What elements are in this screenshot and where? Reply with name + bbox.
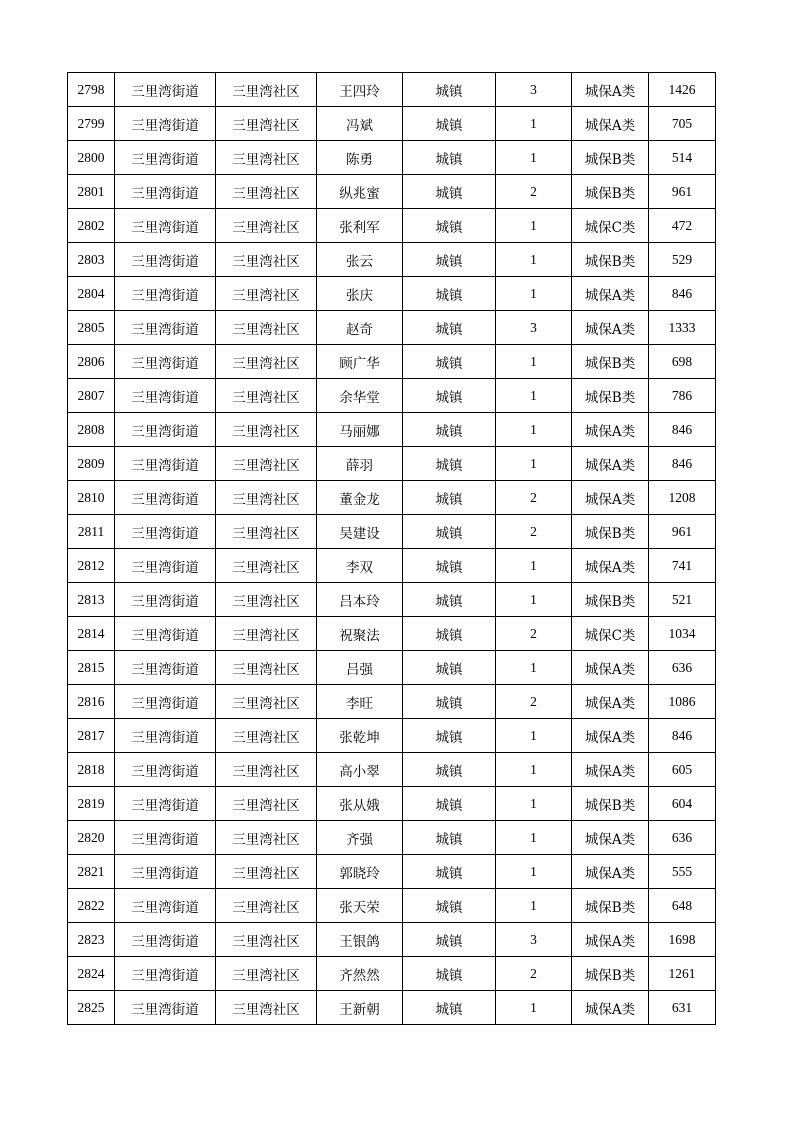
- cell-household-size: 1: [496, 277, 572, 311]
- cell-community: 三里湾社区: [216, 685, 317, 719]
- cell-household-size: 1: [496, 855, 572, 889]
- cell-community: 三里湾社区: [216, 719, 317, 753]
- cell-street: 三里湾街道: [115, 719, 216, 753]
- cell-amount: 648: [649, 889, 716, 923]
- table-row: [68, 957, 716, 991]
- cell-category: 城保B类: [572, 957, 649, 991]
- cell-area-type: 城镇: [403, 583, 496, 617]
- cell-street: 三里湾街道: [115, 379, 216, 413]
- cell-amount: 741: [649, 549, 716, 583]
- table-row: [68, 617, 716, 651]
- cell-name: 张云: [317, 243, 403, 277]
- cell-area-type: 城镇: [403, 243, 496, 277]
- cell-serial-number: 2818: [68, 753, 115, 787]
- cell-street: 三里湾街道: [115, 821, 216, 855]
- cell-name: 薛羽: [317, 447, 403, 481]
- cell-street: 三里湾街道: [115, 923, 216, 957]
- cell-serial-number: 2822: [68, 889, 115, 923]
- cell-name: 纵兆蜜: [317, 175, 403, 209]
- cell-street: 三里湾街道: [115, 209, 216, 243]
- table-row: [68, 855, 716, 889]
- cell-street: 三里湾街道: [115, 753, 216, 787]
- cell-community: 三里湾社区: [216, 277, 317, 311]
- cell-community: 三里湾社区: [216, 617, 317, 651]
- cell-community: 三里湾社区: [216, 209, 317, 243]
- cell-area-type: 城镇: [403, 345, 496, 379]
- cell-name: 顾广华: [317, 345, 403, 379]
- cell-amount: 1086: [649, 685, 716, 719]
- cell-community: 三里湾社区: [216, 787, 317, 821]
- cell-area-type: 城镇: [403, 311, 496, 345]
- cell-community: 三里湾社区: [216, 481, 317, 515]
- cell-street: 三里湾街道: [115, 787, 216, 821]
- cell-community: 三里湾社区: [216, 175, 317, 209]
- cell-area-type: 城镇: [403, 447, 496, 481]
- cell-area-type: 城镇: [403, 821, 496, 855]
- cell-household-size: 1: [496, 209, 572, 243]
- cell-community: 三里湾社区: [216, 379, 317, 413]
- cell-community: 三里湾社区: [216, 583, 317, 617]
- cell-area-type: 城镇: [403, 481, 496, 515]
- cell-category: 城保B类: [572, 515, 649, 549]
- cell-community: 三里湾社区: [216, 957, 317, 991]
- cell-street: 三里湾街道: [115, 855, 216, 889]
- cell-household-size: 2: [496, 685, 572, 719]
- cell-household-size: 1: [496, 889, 572, 923]
- cell-amount: 846: [649, 413, 716, 447]
- cell-name: 张庆: [317, 277, 403, 311]
- cell-community: 三里湾社区: [216, 311, 317, 345]
- cell-community: 三里湾社区: [216, 73, 317, 107]
- table-row: [68, 379, 716, 413]
- cell-category: 城保A类: [572, 107, 649, 141]
- cell-street: 三里湾街道: [115, 685, 216, 719]
- table-row: [68, 719, 716, 753]
- table-row: [68, 413, 716, 447]
- cell-serial-number: 2799: [68, 107, 115, 141]
- cell-name: 冯斌: [317, 107, 403, 141]
- cell-household-size: 1: [496, 141, 572, 175]
- cell-serial-number: 2811: [68, 515, 115, 549]
- cell-area-type: 城镇: [403, 889, 496, 923]
- cell-category: 城保A类: [572, 753, 649, 787]
- table-row: [68, 107, 716, 141]
- cell-area-type: 城镇: [403, 991, 496, 1025]
- cell-community: 三里湾社区: [216, 413, 317, 447]
- cell-name: 张利军: [317, 209, 403, 243]
- cell-household-size: 1: [496, 243, 572, 277]
- cell-serial-number: 2825: [68, 991, 115, 1025]
- cell-street: 三里湾街道: [115, 141, 216, 175]
- cell-amount: 786: [649, 379, 716, 413]
- cell-amount: 555: [649, 855, 716, 889]
- cell-serial-number: 2806: [68, 345, 115, 379]
- cell-area-type: 城镇: [403, 141, 496, 175]
- cell-category: 城保C类: [572, 617, 649, 651]
- cell-category: 城保B类: [572, 379, 649, 413]
- cell-household-size: 1: [496, 345, 572, 379]
- cell-street: 三里湾街道: [115, 447, 216, 481]
- cell-amount: 1034: [649, 617, 716, 651]
- cell-area-type: 城镇: [403, 379, 496, 413]
- cell-street: 三里湾街道: [115, 277, 216, 311]
- cell-community: 三里湾社区: [216, 753, 317, 787]
- table-row: [68, 821, 716, 855]
- cell-household-size: 1: [496, 583, 572, 617]
- cell-serial-number: 2813: [68, 583, 115, 617]
- cell-amount: 604: [649, 787, 716, 821]
- cell-area-type: 城镇: [403, 787, 496, 821]
- cell-household-size: 2: [496, 481, 572, 515]
- cell-household-size: 2: [496, 617, 572, 651]
- cell-community: 三里湾社区: [216, 141, 317, 175]
- cell-household-size: 1: [496, 549, 572, 583]
- cell-serial-number: 2823: [68, 923, 115, 957]
- cell-street: 三里湾街道: [115, 583, 216, 617]
- cell-amount: 1208: [649, 481, 716, 515]
- cell-household-size: 1: [496, 379, 572, 413]
- cell-area-type: 城镇: [403, 209, 496, 243]
- cell-area-type: 城镇: [403, 617, 496, 651]
- cell-amount: 631: [649, 991, 716, 1025]
- table-body: [68, 73, 716, 1025]
- cell-serial-number: 2812: [68, 549, 115, 583]
- cell-household-size: 2: [496, 957, 572, 991]
- cell-street: 三里湾街道: [115, 991, 216, 1025]
- cell-category: 城保B类: [572, 889, 649, 923]
- cell-community: 三里湾社区: [216, 107, 317, 141]
- cell-name: 吕本玲: [317, 583, 403, 617]
- cell-name: 董金龙: [317, 481, 403, 515]
- cell-category: 城保B类: [572, 141, 649, 175]
- cell-street: 三里湾街道: [115, 651, 216, 685]
- cell-serial-number: 2819: [68, 787, 115, 821]
- cell-amount: 1426: [649, 73, 716, 107]
- cell-area-type: 城镇: [403, 651, 496, 685]
- table-row: [68, 73, 716, 107]
- cell-street: 三里湾街道: [115, 413, 216, 447]
- cell-amount: 521: [649, 583, 716, 617]
- cell-serial-number: 2824: [68, 957, 115, 991]
- cell-street: 三里湾街道: [115, 481, 216, 515]
- table-row: [68, 345, 716, 379]
- cell-community: 三里湾社区: [216, 243, 317, 277]
- cell-category: 城保B类: [572, 583, 649, 617]
- cell-amount: 636: [649, 821, 716, 855]
- cell-category: 城保A类: [572, 311, 649, 345]
- table-row: [68, 583, 716, 617]
- cell-serial-number: 2815: [68, 651, 115, 685]
- cell-category: 城保A类: [572, 923, 649, 957]
- cell-amount: 1261: [649, 957, 716, 991]
- cell-area-type: 城镇: [403, 719, 496, 753]
- cell-household-size: 2: [496, 515, 572, 549]
- cell-category: 城保A类: [572, 447, 649, 481]
- cell-area-type: 城镇: [403, 175, 496, 209]
- cell-household-size: 1: [496, 991, 572, 1025]
- cell-household-size: 1: [496, 447, 572, 481]
- cell-amount: 705: [649, 107, 716, 141]
- cell-household-size: 3: [496, 311, 572, 345]
- cell-area-type: 城镇: [403, 277, 496, 311]
- cell-street: 三里湾街道: [115, 175, 216, 209]
- cell-household-size: 1: [496, 753, 572, 787]
- cell-amount: 529: [649, 243, 716, 277]
- cell-name: 王四玲: [317, 73, 403, 107]
- cell-area-type: 城镇: [403, 413, 496, 447]
- cell-area-type: 城镇: [403, 855, 496, 889]
- cell-street: 三里湾街道: [115, 889, 216, 923]
- cell-serial-number: 2802: [68, 209, 115, 243]
- cell-community: 三里湾社区: [216, 345, 317, 379]
- cell-category: 城保A类: [572, 855, 649, 889]
- cell-category: 城保A类: [572, 549, 649, 583]
- cell-serial-number: 2821: [68, 855, 115, 889]
- table-row: [68, 889, 716, 923]
- cell-area-type: 城镇: [403, 73, 496, 107]
- table-row: [68, 685, 716, 719]
- cell-community: 三里湾社区: [216, 821, 317, 855]
- cell-street: 三里湾街道: [115, 345, 216, 379]
- cell-amount: 846: [649, 719, 716, 753]
- cell-category: 城保A类: [572, 481, 649, 515]
- cell-name: 高小翠: [317, 753, 403, 787]
- table-row: [68, 549, 716, 583]
- cell-name: 张从娥: [317, 787, 403, 821]
- cell-name: 齐然然: [317, 957, 403, 991]
- cell-serial-number: 2798: [68, 73, 115, 107]
- cell-street: 三里湾街道: [115, 243, 216, 277]
- cell-category: 城保B类: [572, 345, 649, 379]
- cell-street: 三里湾街道: [115, 957, 216, 991]
- cell-name: 吴建设: [317, 515, 403, 549]
- cell-community: 三里湾社区: [216, 923, 317, 957]
- cell-household-size: 1: [496, 821, 572, 855]
- cell-category: 城保A类: [572, 991, 649, 1025]
- cell-name: 齐强: [317, 821, 403, 855]
- table-row: [68, 481, 716, 515]
- cell-household-size: 1: [496, 413, 572, 447]
- table-row: [68, 753, 716, 787]
- cell-community: 三里湾社区: [216, 515, 317, 549]
- cell-street: 三里湾街道: [115, 617, 216, 651]
- cell-category: 城保A类: [572, 685, 649, 719]
- cell-amount: 846: [649, 277, 716, 311]
- cell-name: 张乾坤: [317, 719, 403, 753]
- cell-community: 三里湾社区: [216, 447, 317, 481]
- table-row: [68, 243, 716, 277]
- cell-area-type: 城镇: [403, 753, 496, 787]
- cell-community: 三里湾社区: [216, 651, 317, 685]
- cell-serial-number: 2816: [68, 685, 115, 719]
- cell-amount: 514: [649, 141, 716, 175]
- cell-name: 李旺: [317, 685, 403, 719]
- cell-area-type: 城镇: [403, 549, 496, 583]
- cell-area-type: 城镇: [403, 515, 496, 549]
- cell-area-type: 城镇: [403, 107, 496, 141]
- cell-serial-number: 2809: [68, 447, 115, 481]
- cell-amount: 961: [649, 175, 716, 209]
- cell-category: 城保A类: [572, 73, 649, 107]
- cell-category: 城保B类: [572, 243, 649, 277]
- cell-area-type: 城镇: [403, 923, 496, 957]
- cell-category: 城保B类: [572, 787, 649, 821]
- cell-street: 三里湾街道: [115, 311, 216, 345]
- cell-street: 三里湾街道: [115, 515, 216, 549]
- cell-community: 三里湾社区: [216, 855, 317, 889]
- cell-amount: 698: [649, 345, 716, 379]
- table-row: [68, 447, 716, 481]
- cell-name: 张天荣: [317, 889, 403, 923]
- table-row: [68, 787, 716, 821]
- cell-community: 三里湾社区: [216, 991, 317, 1025]
- cell-serial-number: 2803: [68, 243, 115, 277]
- cell-household-size: 1: [496, 107, 572, 141]
- cell-serial-number: 2800: [68, 141, 115, 175]
- cell-household-size: 1: [496, 719, 572, 753]
- cell-name: 陈勇: [317, 141, 403, 175]
- cell-serial-number: 2817: [68, 719, 115, 753]
- cell-serial-number: 2805: [68, 311, 115, 345]
- table-row: [68, 923, 716, 957]
- cell-category: 城保C类: [572, 209, 649, 243]
- cell-amount: 1698: [649, 923, 716, 957]
- cell-serial-number: 2820: [68, 821, 115, 855]
- cell-amount: 961: [649, 515, 716, 549]
- table-row: [68, 515, 716, 549]
- cell-name: 吕强: [317, 651, 403, 685]
- cell-household-size: 1: [496, 651, 572, 685]
- cell-serial-number: 2808: [68, 413, 115, 447]
- cell-area-type: 城镇: [403, 685, 496, 719]
- cell-street: 三里湾街道: [115, 549, 216, 583]
- beneficiary-table: [67, 72, 716, 1025]
- cell-amount: 472: [649, 209, 716, 243]
- cell-street: 三里湾街道: [115, 73, 216, 107]
- cell-serial-number: 2804: [68, 277, 115, 311]
- cell-household-size: 2: [496, 175, 572, 209]
- cell-category: 城保A类: [572, 651, 649, 685]
- cell-amount: 846: [649, 447, 716, 481]
- cell-serial-number: 2814: [68, 617, 115, 651]
- cell-name: 王新朝: [317, 991, 403, 1025]
- cell-serial-number: 2810: [68, 481, 115, 515]
- table-row: [68, 175, 716, 209]
- cell-category: 城保A类: [572, 413, 649, 447]
- cell-category: 城保B类: [572, 175, 649, 209]
- cell-category: 城保A类: [572, 719, 649, 753]
- cell-area-type: 城镇: [403, 957, 496, 991]
- table-row: [68, 209, 716, 243]
- table-row: [68, 651, 716, 685]
- table-row: [68, 141, 716, 175]
- cell-amount: 636: [649, 651, 716, 685]
- cell-amount: 605: [649, 753, 716, 787]
- table-row: [68, 311, 716, 345]
- cell-amount: 1333: [649, 311, 716, 345]
- table-row: [68, 991, 716, 1025]
- cell-name: 王银鸽: [317, 923, 403, 957]
- cell-category: 城保A类: [572, 277, 649, 311]
- cell-name: 郭晓玲: [317, 855, 403, 889]
- cell-serial-number: 2801: [68, 175, 115, 209]
- cell-name: 祝聚法: [317, 617, 403, 651]
- cell-name: 李双: [317, 549, 403, 583]
- cell-category: 城保A类: [572, 821, 649, 855]
- cell-name: 马丽娜: [317, 413, 403, 447]
- cell-household-size: 3: [496, 73, 572, 107]
- cell-street: 三里湾街道: [115, 107, 216, 141]
- cell-household-size: 1: [496, 787, 572, 821]
- table-row: [68, 277, 716, 311]
- cell-household-size: 3: [496, 923, 572, 957]
- cell-community: 三里湾社区: [216, 889, 317, 923]
- cell-name: 余华堂: [317, 379, 403, 413]
- cell-name: 赵奇: [317, 311, 403, 345]
- cell-serial-number: 2807: [68, 379, 115, 413]
- cell-community: 三里湾社区: [216, 549, 317, 583]
